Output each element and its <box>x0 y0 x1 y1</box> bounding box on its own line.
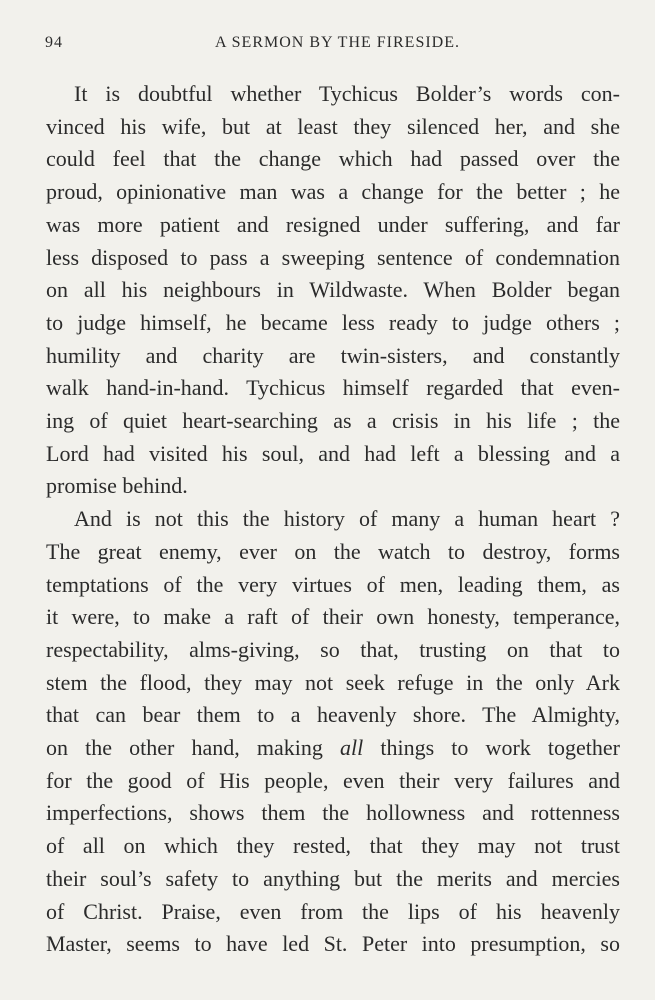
text-line: The great enemy, ever on the watch to destroy, forms <box>46 538 620 564</box>
text-line: It is doubtful whether Tychicus Bolder’s words con- <box>74 81 620 106</box>
running-title: A SERMON BY THE FIRESIDE. <box>214 34 461 51</box>
page-number: 94 <box>45 34 63 51</box>
text-line: could feel that the change which had passed over the <box>46 146 620 172</box>
text-line: of Christ. Praise, even from the lips of his heavenly <box>46 898 620 924</box>
text-line: ing of quiet heart-searching as a crisis in his life ; the <box>46 408 620 434</box>
text-line: less disposed to pass a sweeping sentence of condemnation <box>46 244 620 270</box>
text-line: promise behind. <box>46 473 188 499</box>
body-text <box>46 78 620 961</box>
text-line: temptations of the very virtues of men, leading them, as <box>46 571 620 597</box>
text-line: it were, to make a raft of their own honesty, temperance, <box>46 604 620 630</box>
emphasized-word: all <box>340 735 364 761</box>
text-line: Master, seems to have led St. Peter into presumption, so <box>46 931 620 957</box>
paragraph-2 <box>46 503 620 961</box>
running-head <box>45 34 610 58</box>
text-line: humility and charity are twin-sisters, and constantly <box>46 342 620 368</box>
text-line: stem the flood, they may not seek refuge in the only Ark <box>46 669 620 695</box>
text-line: respectability, alms-giving, so that, trusting on that to <box>46 636 620 662</box>
text-line: proud, opinionative man was a change for the better ; he <box>46 179 620 205</box>
text-line: of all on which they rested, that they may not trust <box>46 833 620 859</box>
text-line: vinced his wife, but at least they silenced her, and she <box>46 113 620 139</box>
text-segment: things to work together <box>363 735 620 761</box>
text-line: for the good of His people, even their very failures and <box>46 767 620 793</box>
text-line: Lord had visited his soul, and had left a blessing and a <box>46 440 620 466</box>
text-line: walk hand-in-hand. Tychicus himself regarded that even- <box>46 375 620 401</box>
text-line: And is not this the history of many a human heart ? <box>74 506 620 532</box>
text-line: imperfections, shows them the hollowness and rottenness <box>46 800 620 826</box>
text-line: to judge himself, he became less ready to judge others ; <box>46 309 620 335</box>
text-line: was more patient and resigned under suffering, and far <box>46 211 620 237</box>
paragraph-1 <box>46 78 620 503</box>
text-segment: on the other hand, making <box>46 735 341 761</box>
text-line-emphasis <box>46 732 620 765</box>
text-line: that can bear them to a heavenly shore. The Almighty, <box>46 702 620 728</box>
text-line: on all his neighbours in Wildwaste. When Bolder began <box>46 277 620 303</box>
text-line: their soul’s safety to anything but the merits and mercies <box>46 865 620 891</box>
